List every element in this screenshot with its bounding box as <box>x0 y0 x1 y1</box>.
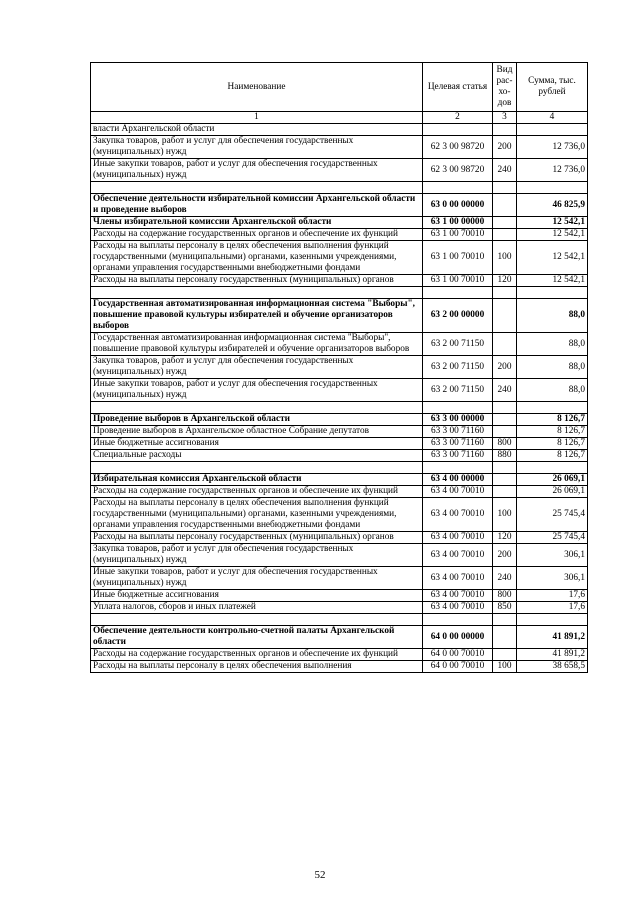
table-body <box>91 124 588 673</box>
row-code-cell: 63 3 00 71160 <box>423 426 493 438</box>
row-vid-cell: 200 <box>493 136 517 159</box>
column-number: 1 <box>91 112 423 124</box>
empty-cell <box>91 287 423 299</box>
empty-cell <box>517 614 588 626</box>
row-code-cell: 63 4 00 00000 <box>423 474 493 486</box>
table-row <box>91 124 588 136</box>
row-sum-cell: 306,1 <box>517 544 588 567</box>
row-name-cell: Закупка товаров, работ и услуг для обеспечения государственных (муниципальных) нужд <box>91 544 423 567</box>
table-row <box>91 136 588 159</box>
row-code-cell <box>423 124 493 136</box>
row-vid-cell <box>493 333 517 356</box>
row-name-cell: Расходы на выплаты персоналу государственных (муниципальных) органов <box>91 275 423 287</box>
table-row <box>91 438 588 450</box>
row-code-cell: 63 1 00 70010 <box>423 229 493 241</box>
row-sum-cell: 17,6 <box>517 590 588 602</box>
row-name-cell: Обеспечение деятельности избирательной комиссии Архангельской области и проведение выборов <box>91 194 423 217</box>
row-vid-cell: 120 <box>493 532 517 544</box>
row-sum-cell: 8 126,7 <box>517 414 588 426</box>
row-vid-cell: 100 <box>493 661 517 673</box>
row-sum-cell: 26 069,1 <box>517 486 588 498</box>
table-row <box>91 333 588 356</box>
table-row <box>91 544 588 567</box>
row-name-cell: Иные бюджетные ассигнования <box>91 590 423 602</box>
row-sum-cell: 25 745,4 <box>517 532 588 544</box>
row-sum-cell: 88,0 <box>517 299 588 333</box>
section-row <box>91 194 588 217</box>
table-row <box>91 602 588 614</box>
row-sum-cell: 8 126,7 <box>517 426 588 438</box>
row-name-cell: Специальные расходы <box>91 450 423 462</box>
spacer-row <box>91 182 588 194</box>
table-row <box>91 241 588 275</box>
header-vid: Вид рас- хо- дов <box>493 63 517 112</box>
row-vid-cell: 880 <box>493 450 517 462</box>
row-vid-cell: 100 <box>493 241 517 275</box>
row-vid-cell: 120 <box>493 275 517 287</box>
row-code-cell: 63 2 00 71150 <box>423 333 493 356</box>
column-number: 4 <box>517 112 588 124</box>
table-row <box>91 275 588 287</box>
row-code-cell: 63 4 00 70010 <box>423 498 493 532</box>
row-name-cell: Проведение выборов в Архангельское областное Собрание депутатов <box>91 426 423 438</box>
row-vid-cell <box>493 626 517 649</box>
row-code-cell: 63 3 00 71160 <box>423 438 493 450</box>
table-row <box>91 450 588 462</box>
row-name-cell: Государственная автоматизированная информационная система "Выборы", повышение правовой культуры избирателей и обучение организаторов выборов <box>91 333 423 356</box>
row-sum-cell <box>517 124 588 136</box>
empty-cell <box>517 182 588 194</box>
row-code-cell: 63 1 00 70010 <box>423 241 493 275</box>
table-row <box>91 229 588 241</box>
row-vid-cell: 240 <box>493 567 517 590</box>
row-code-cell: 63 4 00 70010 <box>423 590 493 602</box>
empty-cell <box>91 182 423 194</box>
header-sum: Сумма, тыс. рублей <box>517 63 588 112</box>
row-code-cell: 63 4 00 70010 <box>423 567 493 590</box>
table-row <box>91 498 588 532</box>
row-vid-cell: 800 <box>493 438 517 450</box>
row-vid-cell <box>493 474 517 486</box>
row-sum-cell: 38 658,5 <box>517 661 588 673</box>
row-sum-cell: 41 891,2 <box>517 626 588 649</box>
empty-cell <box>423 287 493 299</box>
empty-cell <box>91 402 423 414</box>
row-sum-cell: 17,6 <box>517 602 588 614</box>
row-sum-cell: 88,0 <box>517 379 588 402</box>
row-vid-cell <box>493 194 517 217</box>
table-row <box>91 661 588 673</box>
empty-cell <box>423 402 493 414</box>
page-number: 52 <box>314 869 326 881</box>
row-code-cell: 63 2 00 71150 <box>423 356 493 379</box>
row-sum-cell: 88,0 <box>517 333 588 356</box>
table-row <box>91 649 588 661</box>
row-sum-cell: 41 891,2 <box>517 649 588 661</box>
row-sum-cell: 306,1 <box>517 567 588 590</box>
row-code-cell: 62 3 00 98720 <box>423 159 493 182</box>
row-vid-cell: 100 <box>493 498 517 532</box>
table-row <box>91 379 588 402</box>
header-code: Целевая статья <box>423 63 493 112</box>
row-code-cell: 63 4 00 70010 <box>423 532 493 544</box>
table-row <box>91 159 588 182</box>
spacer-row <box>91 614 588 626</box>
row-vid-cell <box>493 414 517 426</box>
empty-cell <box>493 287 517 299</box>
row-vid-cell <box>493 426 517 438</box>
column-number-row <box>91 112 588 124</box>
row-code-cell: 63 2 00 00000 <box>423 299 493 333</box>
empty-cell <box>423 462 493 474</box>
row-name-cell: Государственная автоматизированная информационная система "Выборы", повышение правовой культуры избирателей и обучение организаторов выборов <box>91 299 423 333</box>
row-name-cell: Расходы на выплаты персоналу в целях обеспечения выполнения <box>91 661 423 673</box>
row-vid-cell <box>493 299 517 333</box>
row-vid-cell: 240 <box>493 159 517 182</box>
row-vid-cell: 850 <box>493 602 517 614</box>
row-name-cell: Расходы на содержание государственных органов и обеспечение их функций <box>91 486 423 498</box>
row-code-cell: 63 0 00 00000 <box>423 194 493 217</box>
row-sum-cell: 46 825,9 <box>517 194 588 217</box>
row-name-cell: власти Архангельской области <box>91 124 423 136</box>
row-name-cell: Расходы на выплаты персоналу в целях обеспечения выполнения функций государственными (муниципальными) органами, казенными учреждениями, органами управления государственными внебюджетными фондами <box>91 241 423 275</box>
row-sum-cell: 12 542,1 <box>517 275 588 287</box>
row-vid-cell: 200 <box>493 356 517 379</box>
empty-cell <box>517 287 588 299</box>
header-name: Наименование <box>91 63 423 112</box>
empty-cell <box>423 614 493 626</box>
spacer-row <box>91 287 588 299</box>
row-name-cell: Расходы на выплаты персоналу в целях обеспечения выполнения функций государственными (муниципальными) органами, казенными учреждениями, органами управления государственными внебюджетными фондами <box>91 498 423 532</box>
row-name-cell: Иные закупки товаров, работ и услуг для обеспечения государственных (муниципальных) нужд <box>91 567 423 590</box>
row-name-cell: Уплата налогов, сборов и иных платежей <box>91 602 423 614</box>
row-name-cell: Расходы на содержание государственных органов и обеспечение их функций <box>91 649 423 661</box>
table-row <box>91 426 588 438</box>
spacer-row <box>91 402 588 414</box>
row-vid-cell: 200 <box>493 544 517 567</box>
row-vid-cell <box>493 217 517 229</box>
row-code-cell: 63 3 00 00000 <box>423 414 493 426</box>
empty-cell <box>493 182 517 194</box>
section-row <box>91 474 588 486</box>
spacer-row <box>91 462 588 474</box>
row-vid-cell: 240 <box>493 379 517 402</box>
row-name-cell: Иные закупки товаров, работ и услуг для обеспечения государственных (муниципальных) нужд <box>91 159 423 182</box>
row-code-cell: 63 3 00 71160 <box>423 450 493 462</box>
row-code-cell: 64 0 00 70010 <box>423 649 493 661</box>
table-row <box>91 567 588 590</box>
row-code-cell: 63 1 00 70010 <box>423 275 493 287</box>
row-sum-cell: 12 542,1 <box>517 241 588 275</box>
row-sum-cell: 25 745,4 <box>517 498 588 532</box>
table-row <box>91 532 588 544</box>
table-row <box>91 356 588 379</box>
row-name-cell: Проведение выборов в Архангельской области <box>91 414 423 426</box>
row-name-cell: Закупка товаров, работ и услуг для обеспечения государственных (муниципальных) нужд <box>91 136 423 159</box>
row-vid-cell: 800 <box>493 590 517 602</box>
row-name-cell: Избирательная комиссия Архангельской области <box>91 474 423 486</box>
row-sum-cell: 88,0 <box>517 356 588 379</box>
row-code-cell: 63 2 00 71150 <box>423 379 493 402</box>
row-name-cell: Члены избирательной комиссии Архангельской области <box>91 217 423 229</box>
empty-cell <box>493 614 517 626</box>
section-row <box>91 299 588 333</box>
section-row <box>91 414 588 426</box>
row-code-cell: 63 4 00 70010 <box>423 486 493 498</box>
row-name-cell: Закупка товаров, работ и услуг для обеспечения государственных (муниципальных) нужд <box>91 356 423 379</box>
row-name-cell: Обеспечение деятельности контрольно-счетной палаты Архангельской области <box>91 626 423 649</box>
row-sum-cell: 12 736,0 <box>517 136 588 159</box>
row-sum-cell: 12 542,1 <box>517 229 588 241</box>
empty-cell <box>423 182 493 194</box>
table-row <box>91 590 588 602</box>
row-sum-cell: 8 126,7 <box>517 438 588 450</box>
row-sum-cell: 8 126,7 <box>517 450 588 462</box>
budget-table <box>90 62 588 673</box>
row-sum-cell: 26 069,1 <box>517 474 588 486</box>
row-code-cell: 62 3 00 98720 <box>423 136 493 159</box>
row-code-cell: 63 1 00 00000 <box>423 217 493 229</box>
row-sum-cell: 12 542,1 <box>517 217 588 229</box>
row-code-cell: 64 0 00 70010 <box>423 661 493 673</box>
row-name-cell: Иные закупки товаров, работ и услуг для обеспечения государственных (муниципальных) нужд <box>91 379 423 402</box>
row-code-cell: 63 4 00 70010 <box>423 602 493 614</box>
empty-cell <box>91 614 423 626</box>
empty-cell <box>493 402 517 414</box>
row-code-cell: 63 4 00 70010 <box>423 544 493 567</box>
row-code-cell: 64 0 00 00000 <box>423 626 493 649</box>
row-vid-cell <box>493 649 517 661</box>
row-vid-cell <box>493 486 517 498</box>
section-row <box>91 626 588 649</box>
table-row <box>91 486 588 498</box>
row-sum-cell: 12 736,0 <box>517 159 588 182</box>
row-name-cell: Иные бюджетные ассигнования <box>91 438 423 450</box>
section-row <box>91 217 588 229</box>
empty-cell <box>517 462 588 474</box>
row-name-cell: Расходы на содержание государственных органов и обеспечение их функций <box>91 229 423 241</box>
empty-cell <box>517 402 588 414</box>
column-number: 2 <box>423 112 493 124</box>
table-header-row <box>91 63 588 112</box>
row-vid-cell <box>493 124 517 136</box>
row-name-cell: Расходы на выплаты персоналу государственных (муниципальных) органов <box>91 532 423 544</box>
column-number: 3 <box>493 112 517 124</box>
row-vid-cell <box>493 229 517 241</box>
empty-cell <box>91 462 423 474</box>
empty-cell <box>493 462 517 474</box>
